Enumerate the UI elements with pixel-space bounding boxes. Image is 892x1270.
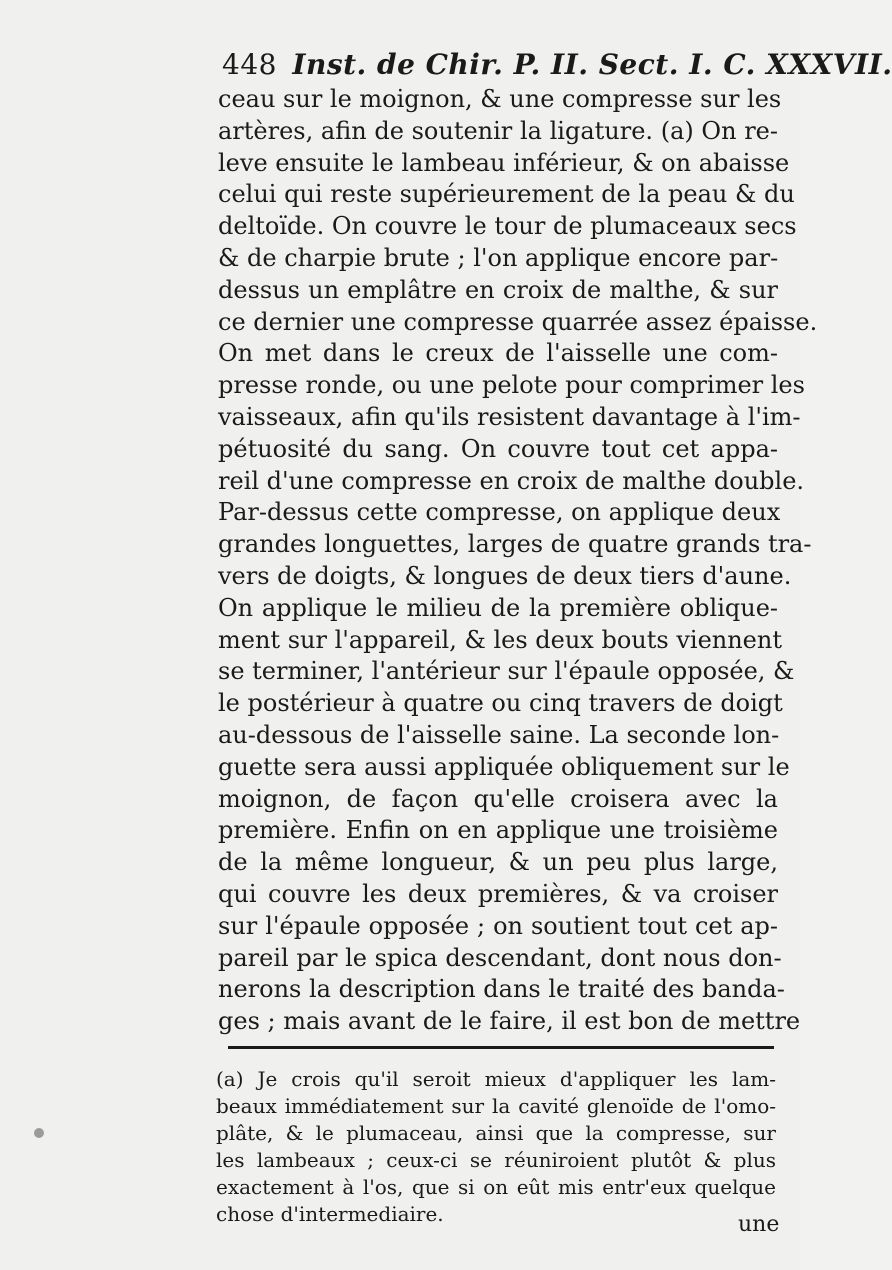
text-line: reil d'une compresse en croix de malthe double. — [218, 466, 805, 495]
ink-speck — [34, 1128, 44, 1138]
text-line: nerons la description dans le traité des banda- — [218, 975, 785, 1004]
catchword: une — [738, 1212, 780, 1237]
text-line: celui qui reste supérieurement de la peau & du — [218, 180, 795, 209]
text-line: grandes longuettes, larges de quatre grands tra- — [218, 530, 812, 559]
text-line: dessus un emplâtre en croix de malthe, & sur — [218, 275, 778, 304]
footnote-line: plâte, & le plumaceau, ainsi que la compresse, sur — [216, 1121, 776, 1145]
running-head — [222, 48, 892, 81]
text-line: On met dans le creux de l'aisselle une com- — [218, 339, 778, 368]
text-line: & de charpie brute ; l'on applique encore par- — [218, 243, 779, 272]
footnote-line: les lambeaux ; ceux-ci se réuniroient plutôt & plus — [216, 1148, 776, 1172]
footnote-line: beaux immédiatement sur la cavité glenoïde de l'omo- — [216, 1094, 776, 1118]
text-line: au-dessous de l'aisselle saine. La seconde lon- — [218, 720, 780, 749]
footnote — [216, 1066, 776, 1228]
text-line: leve ensuite le lambeau inférieur, & on abaisse — [218, 148, 790, 177]
text-line: vers de doigts, & longues de deux tiers d'aune. — [218, 561, 792, 590]
text-line: se terminer, l'antérieur sur l'épaule opposée, & — [218, 657, 795, 686]
main-text — [218, 84, 818, 1038]
text-line: guette sera aussi appliquée obliquement sur le — [218, 752, 790, 781]
page-number: 448 — [222, 48, 277, 81]
footnote-line: exactement à l'os, que si on eût mis entr'eux quelque — [216, 1175, 776, 1199]
text-line: le postérieur à quatre ou cinq travers de doigt — [218, 689, 783, 718]
text-line: ges ; mais avant de le faire, il est bon de mettre — [218, 1007, 801, 1036]
text-line: qui couvre les deux premières, & va croiser — [218, 879, 778, 908]
text-line: première. Enfin on en applique une troisième — [218, 816, 778, 845]
text-line: vaisseaux, afin qu'ils resistent davantage à l'im- — [218, 402, 801, 431]
text-line: presse ronde, ou une pelote pour comprimer les — [218, 371, 805, 400]
text-line: de la même longueur, & un peu plus large, — [218, 848, 778, 877]
text-line: artères, afin de soutenir la ligature. (a) On re- — [218, 116, 778, 145]
text-line: moignon, de façon qu'elle croisera avec la — [218, 784, 778, 813]
text-line: Par-dessus cette compresse, on applique deux — [218, 498, 781, 527]
text-line: deltoïde. On couvre le tour de plumaceaux secs — [218, 212, 797, 241]
footnote-line: (a) Je crois qu'il seroit mieux d'appliquer les lam- — [216, 1067, 776, 1091]
footnote-line: chose d'intermediaire. — [216, 1202, 444, 1226]
text-line: On applique le milieu de la première oblique- — [218, 593, 778, 622]
running-title: Inst. de Chir. P. II. Sect. I. C. XXXVII. — [292, 48, 892, 81]
footnote-rule — [228, 1046, 774, 1049]
text-line: ce dernier une compresse quarrée assez épaisse. — [218, 307, 818, 336]
text-line: sur l'épaule opposée ; on soutient tout cet ap- — [218, 911, 778, 940]
text-line: ment sur l'appareil, & les deux bouts viennent — [218, 625, 782, 654]
text-line: pétuosité du sang. On couvre tout cet appa- — [218, 434, 778, 463]
text-line: pareil par le spica descendant, dont nous don- — [218, 943, 782, 972]
text-line: ceau sur le moignon, & une compresse sur les — [218, 85, 782, 113]
